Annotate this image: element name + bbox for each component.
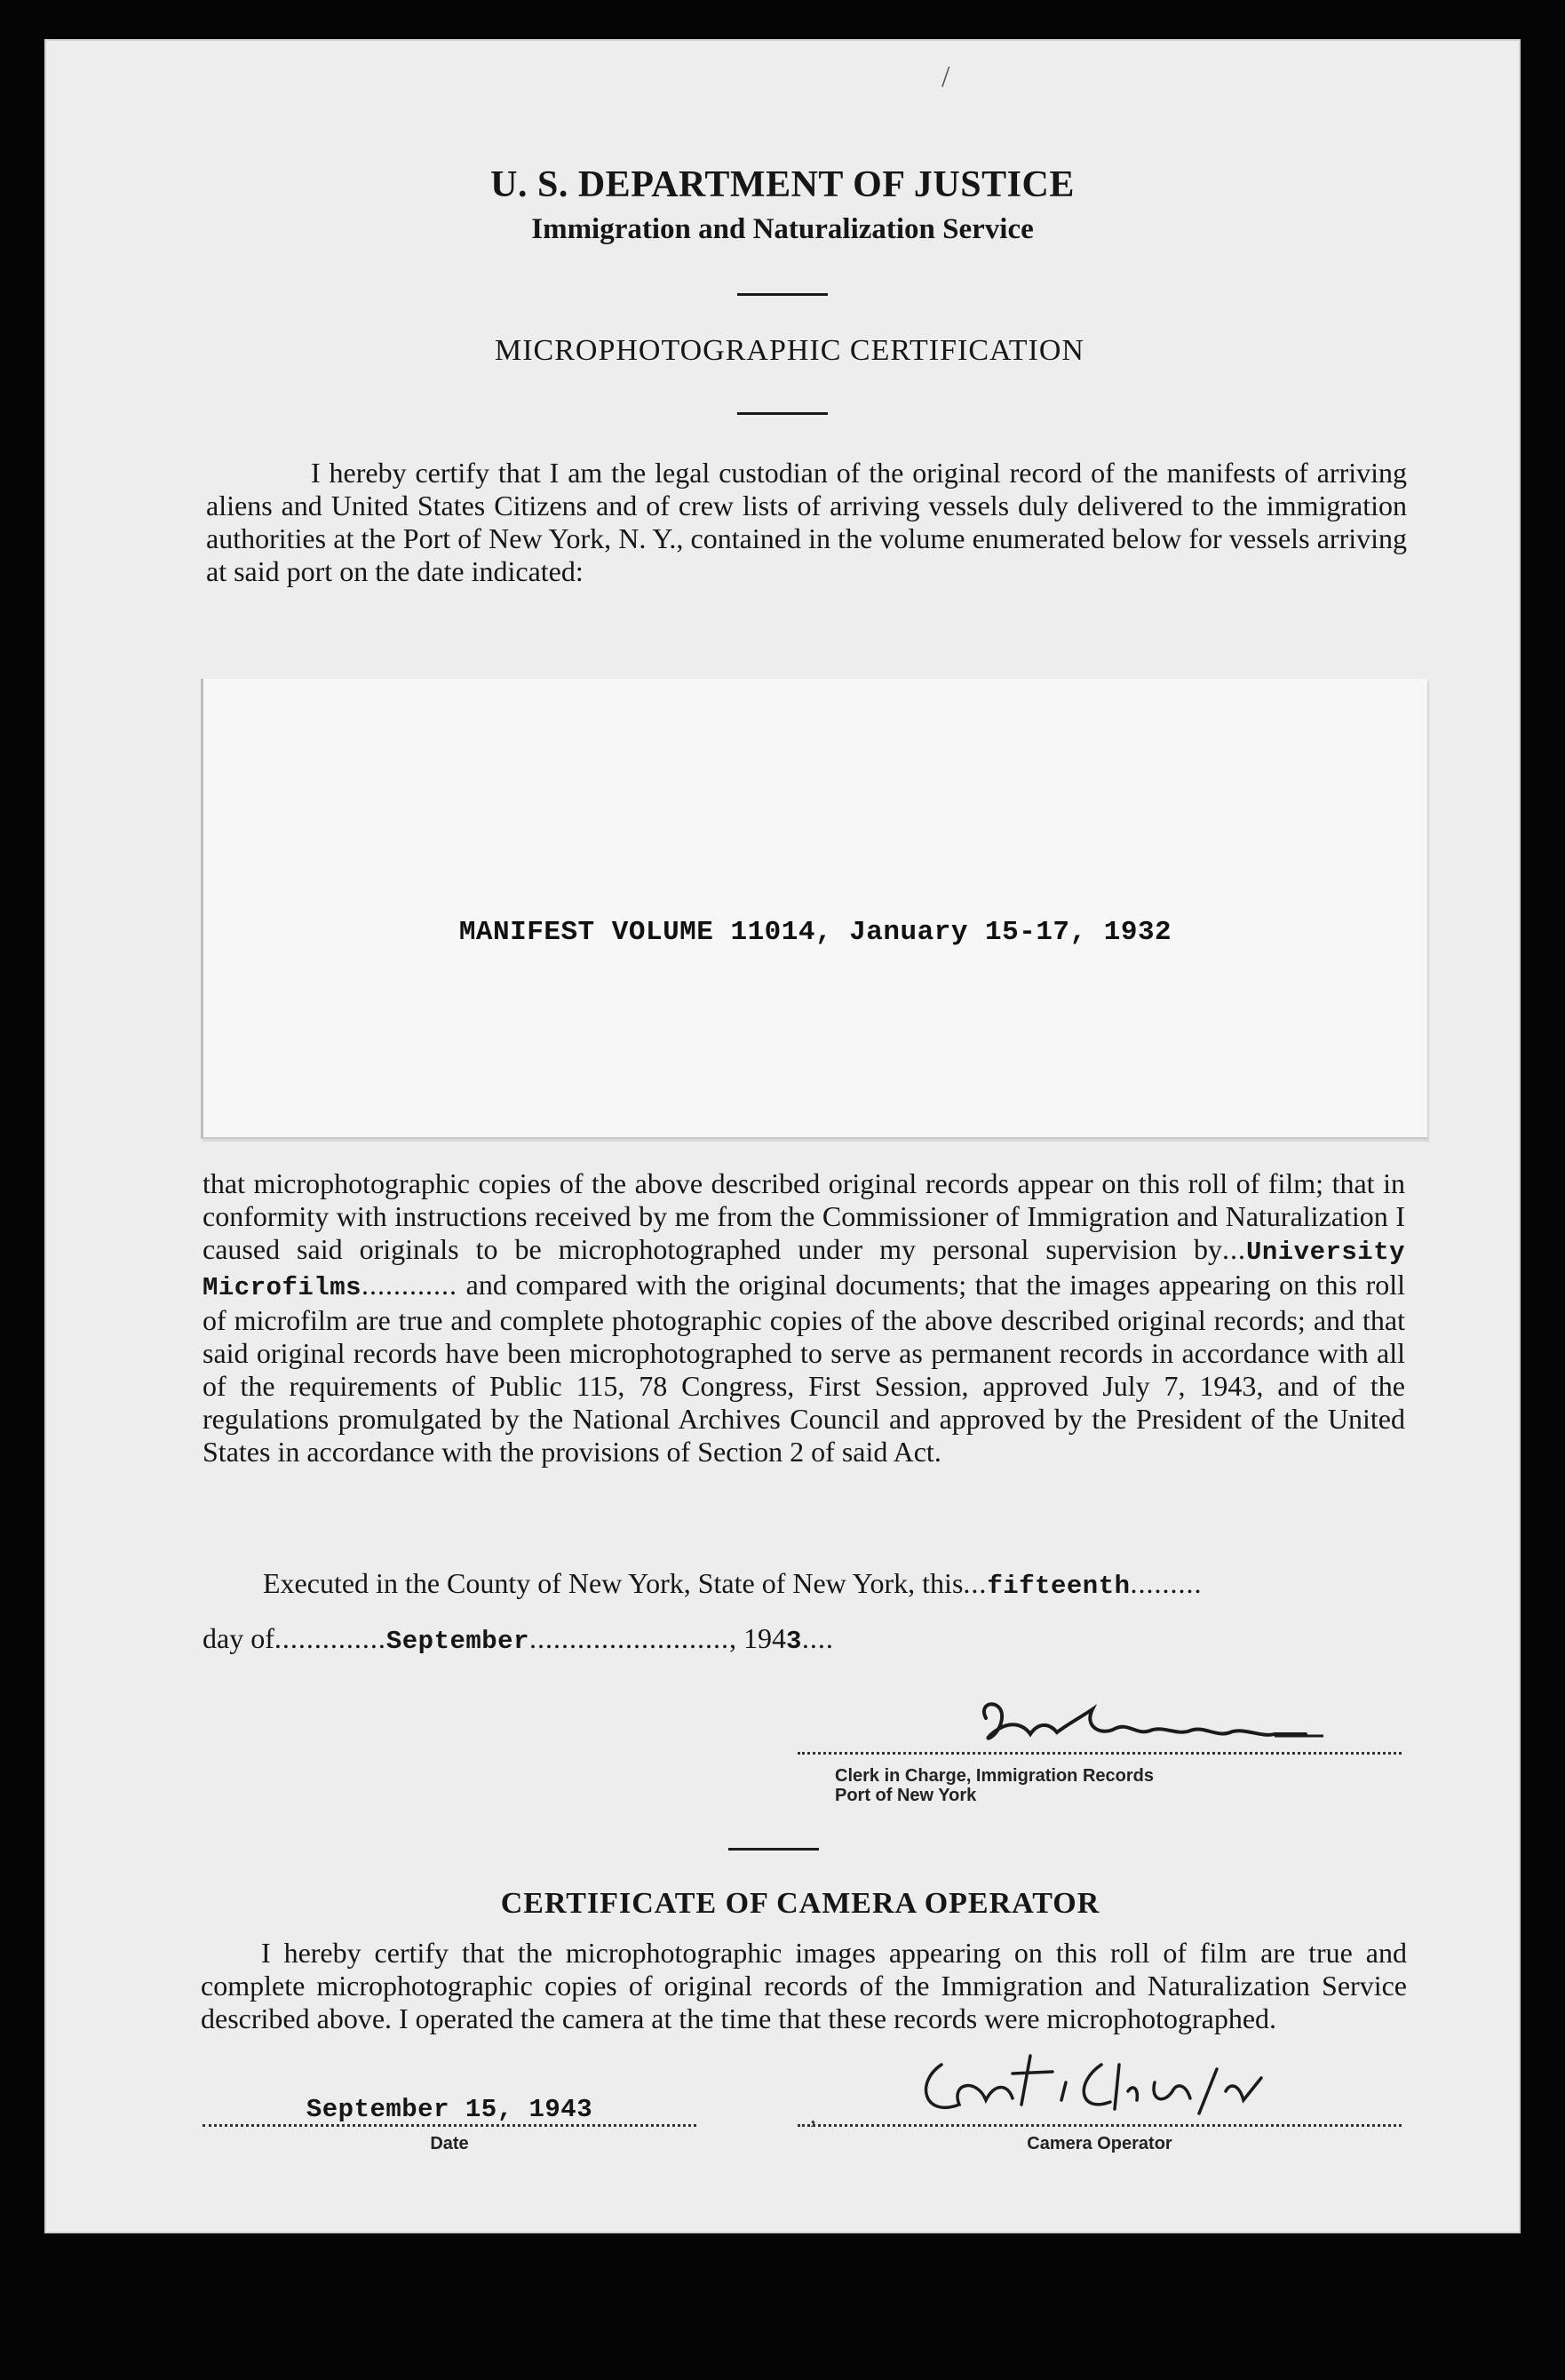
top-mark: / [941, 60, 950, 93]
custodian-paragraph: I hereby certify that I am the legal custodian of the original record of the manifests of arriving aliens and United States Citizens and of crew lists of arriving vessels duly delivered to the immigration authorities at the Port of New York, N. Y., contained in the volume enumerated below for vessels arriving at said port on the date indicated: [206, 457, 1407, 587]
clerk-title [835, 1766, 1154, 1805]
execution-month: September [385, 1627, 529, 1656]
clerk-signature [924, 1683, 1386, 1763]
clerk-title-line2: Port of New York [835, 1786, 977, 1805]
manifest-volume-text: MANIFEST VOLUME 11014, January 15-17, 1932 [458, 917, 1172, 948]
day-of-label: day of [203, 1622, 274, 1654]
camera-certificate-title: CERTIFICATE OF CAMERA OPERATOR [500, 1887, 1100, 1920]
body-rest: and compared with the original documents; that the images appearing on this roll of microfilm are true and complete photographic copies of the above described original records; and that said original records have been microphotographed to serve as permanent records in accordance with all of the requirements of Public 115, 78 Congress, First Session, approved July 7, 1943, and of the regulations promulgated by the National Archives Council and approved by the President of the United States in accordance with the provisions of Section 2 of said Act. [203, 1269, 1406, 1468]
clerk-signature-line [798, 1752, 1402, 1755]
execution-block [203, 1567, 1405, 1658]
camera-operator-signature [888, 2029, 1350, 2127]
divider [737, 293, 828, 296]
volume-slip [201, 679, 1427, 1139]
execution-day: fifteenth [987, 1572, 1131, 1601]
year-digit: 3 [786, 1627, 802, 1656]
execution-prefix: Executed in the County of New York, State of New York, this [263, 1567, 964, 1599]
service-heading: Immigration and Naturalization Service [531, 213, 1034, 245]
department-heading: U. S. DEPARTMENT OF JUSTICE [490, 164, 1075, 205]
camera-certificate-text: I hereby certify that the microphotographic images appearing on this roll of film are true and complete microphotographic copies of original records of the Immigration and Naturalization Service described above. I operated the camera at the time that these records were microphotographed. [201, 1937, 1407, 2034]
year-prefix: , 194 [729, 1622, 786, 1654]
execution-line: Executed in the County of New York, State of New York, this...fifteenth......... [263, 1567, 1203, 1601]
date-label: Date [430, 2134, 469, 2153]
date-line [203, 2124, 696, 2127]
execution-date-line: day of..............September........................., 1943.... [203, 1622, 834, 1656]
filmed-by-value: University Microfilms [203, 1238, 1405, 1302]
operator-signature-line [798, 2124, 1402, 2127]
operator-label: Camera Operator [1027, 2134, 1172, 2153]
divider [737, 412, 828, 415]
stray-mark: , [810, 2102, 816, 2129]
divider [728, 1848, 819, 1851]
certificate-page [44, 39, 1521, 2233]
certification-body: that microphotographic copies of the above described original records appear on this roll of film; that in conformity with instructions received by me from the Commissioner of Immigration and Naturalization I caused said originals to be microphotographed under my personal supervision by...University Microfilms............ and compared with the original documents; that the images appearing on this roll of microfilm are true and complete photographic copies of the above described original records; and that said original records have been microphotographed to serve as permanent records in accordance with all of the requirements of Public 115, 78 Congress, First Session, approved July 7, 1943, and of the regulations promulgated by the National Archives Council and approved by the President of the United States in accordance with the provisions of Section 2 of said Act. [203, 1167, 1406, 1468]
body-lead: that microphotographic copies of the above described original records appear on this roll of film; that in conformity with instructions received by me from the Commissioner of Immigration and Naturalization I caused said originals to be microphotographed under my personal supervision by [203, 1167, 1405, 1265]
camera-date-value: September 15, 1943 [306, 2095, 593, 2124]
certification-title: MICROPHOTOGRAPHIC CERTIFICATION [494, 334, 1084, 367]
clerk-title-line1: Clerk in Charge, Immigration Records [835, 1766, 1154, 1786]
